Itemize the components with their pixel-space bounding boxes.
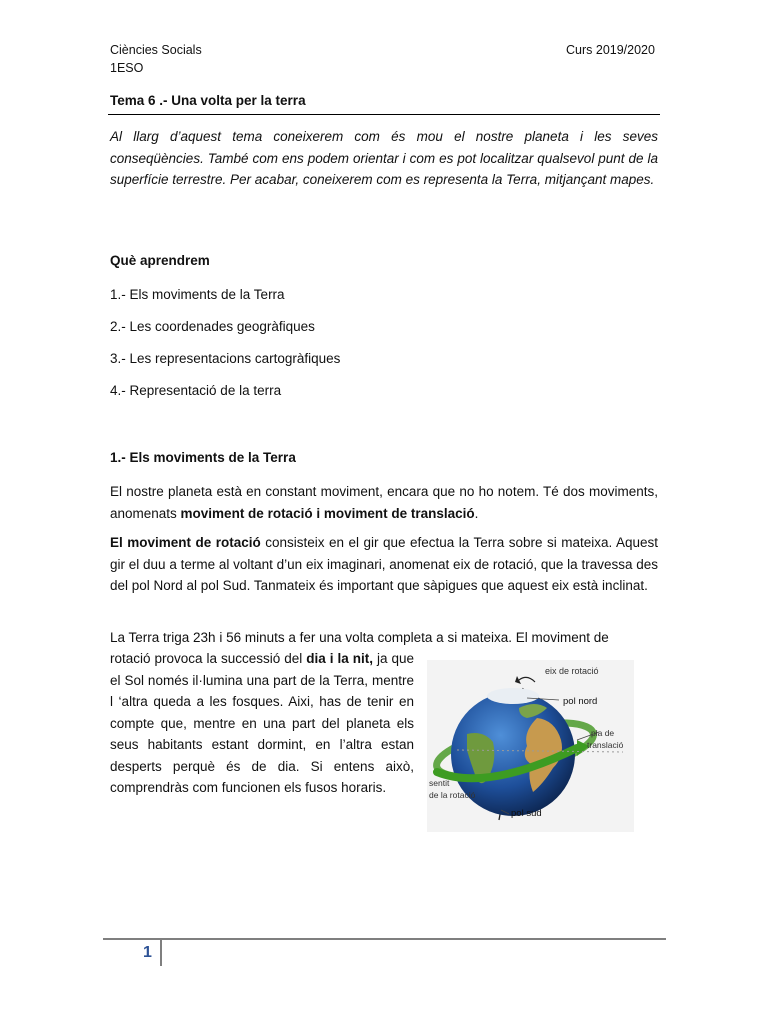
- footer-divider: [160, 940, 162, 966]
- rotation-direction-arrow: [519, 677, 535, 682]
- paragraph-bold-text: El moviment de rotació: [110, 535, 261, 550]
- paragraph-movements: [110, 481, 658, 524]
- intro-paragraph: Al llarg d’aquest tema coneixerem com és mou el nostre planeta i les seves conseqüències. També com ens podem orientar i com es pot localitzar qualsevol punt de la superfície terrestre. Per acabar, coneixerem com es representa la Terra, mitjançant mapes.: [110, 129, 658, 187]
- rotation-arrow-head: [515, 676, 521, 684]
- learn-item: 3.- Les representacions cartogràfiques: [110, 351, 341, 366]
- learn-item: 2.- Les coordenades geogràfiques: [110, 319, 315, 334]
- paragraph-text: .: [474, 505, 479, 521]
- learn-item: 1.- Els moviments de la Terra: [110, 287, 285, 302]
- section-heading: 1.- Els moviments de la Terra: [110, 450, 296, 465]
- sense-label-line1: sentit: [429, 778, 450, 788]
- page-number: 1: [143, 944, 152, 961]
- paragraph-rotation: [110, 532, 658, 597]
- paragraph-text: ja que el Sol només il·lumina una part de la Terra, mentre l ‘altra queda a les fosques. Aixi, has de tenir en compte que, mentre en una part del planeta els seus habitants estant dormint, en l’altra estan desperts perquè és de dia. Si entens això, comprendràs com funcionen els fusos horaris.: [110, 651, 414, 795]
- axis-label: eix de rotació: [545, 666, 599, 676]
- paragraph-bold-text: dia i la nit,: [306, 651, 373, 666]
- paragraph-day-night: [110, 648, 414, 799]
- sense-label-line2: de la rotació: [429, 790, 476, 800]
- topic-title: Tema 6 .- Una volta per la terra: [110, 93, 306, 108]
- earth-rotation-figure: [427, 660, 634, 832]
- south-pole-label: pol sud: [511, 808, 542, 819]
- north-pole-label: pol nord: [563, 696, 598, 707]
- paragraph-day-night-line1: La Terra triga 23h i 56 minuts a fer una volta completa a si mateixa. El moviment de: [110, 630, 609, 645]
- paragraph-text: rotació provoca la successió del: [110, 651, 307, 666]
- footer-rule: [103, 938, 666, 940]
- north-polar-cap: [487, 688, 539, 704]
- title-rule: [108, 114, 660, 115]
- learn-item: 4.- Representació de la terra: [110, 383, 282, 398]
- paragraph-bold-text: moviment de rotació i moviment de translació: [180, 505, 475, 521]
- header-course: Curs 2019/2020: [566, 43, 655, 57]
- paragraph-text: El nostre planeta està en constant moviment, encara que no ho notem. Té dos moviments, anomenats: [110, 484, 658, 521]
- plane-label-line2: translació: [587, 740, 624, 750]
- header-level: 1ESO: [110, 61, 144, 75]
- plane-label-line1: pla de: [591, 728, 615, 738]
- paragraph-text: consisteix en el gir que efectua la Terra sobre si mateixa. Aquest gir el duu a terme al voltant d’un eix imaginari, anomenat eix de rotació, que la travessa des del pol Nord al pol Sud. Tanmateix és important que sàpigues que aquest eix està inclinat.: [110, 535, 658, 593]
- globe-illustration: [427, 660, 634, 832]
- learn-heading: Què aprendrem: [110, 253, 210, 268]
- header-subject: Ciències Socials: [110, 43, 202, 57]
